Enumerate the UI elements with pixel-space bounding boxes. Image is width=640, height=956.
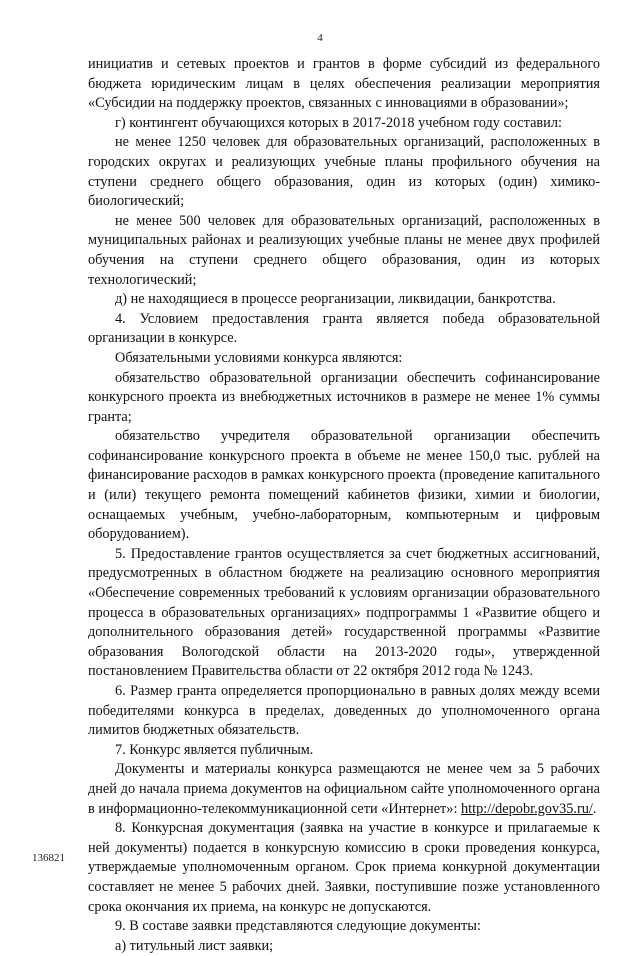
footer-document-code: 136821 <box>32 852 65 864</box>
paragraph-section-5: 5. Предоставление грантов осуществляется за счет бюджетных ассигнований, предусмотренных в областном бюджете на реализацию основного мероприятия «Обеспечение современных требований к условиям организации образовательного процесса в образовательных организациях» подпрограммы 1 «Развитие общего и дополнительного образования детей» государственной программы «Развитие образования Вологодской области на 2013-2020 годы», утвержденной постановлением Правительства области от 22 октября 2012 года № 1243. <box>88 545 600 680</box>
paragraph-section-4: 4. Условием предоставления гранта является победа образовательной организации в конкурсе. <box>88 310 600 347</box>
documents-publication-text: Документы и материалы конкурса размещаются не менее чем за 5 рабочих дней до начала приема документов на официальном сайте уполномоченного органа в информационно-телекоммуникационной сети «Интернет»: <box>88 761 600 817</box>
paragraph-section-7: 7. Конкурс является публичным. <box>115 741 314 758</box>
paragraph-section-6: 6. Размер гранта определяется пропорционально в равных долях между всеми победителями конкурса в пределах, доведенных до уполномоченного органа лимитов бюджетных обязательств. <box>88 683 600 739</box>
paragraph-budget-subsidies: инициатив и сетевых проектов и грантов в форме субсидий из федерального бюджета юридическим лицам в целях обеспечения реализации мероприятия «Субсидии на поддержку проектов, связанных с инновациями в образовании»; <box>88 56 600 112</box>
paragraph-municipal-districts: не менее 500 человек для образовательных организаций, расположенных в муниципальных районах и реализующих учебные планы не менее двух профилей обучения на ступени среднего общего образования, один из которых технологический; <box>88 212 600 288</box>
paragraph-section-9: 9. В составе заявки представляются следующие документы: <box>115 918 481 935</box>
paragraph-section-8: 8. Конкурсная документация (заявка на участие в конкурсе и прилагаемые к ней документы) подается в конкурсную комиссию в сроки проведения конкурса, утверждаемые уполномоченным органом. Срок приема конкурной документации составляет не менее 5 рабочих дней. Заявки, поступившие позже установленного срока окончания их приема, на конкурс не допускаются. <box>88 820 600 915</box>
document-body <box>88 55 600 956</box>
paragraph-documents-publication <box>88 760 600 819</box>
paragraph-item-g-contingent: г) контингент обучающихся которых в 2017-2018 учебном году составил: <box>115 114 562 131</box>
depobr-site-link[interactable]: http://depobr.gov35.ru/ <box>461 800 593 817</box>
documents-publication-end: . <box>592 800 597 817</box>
page-number: 4 <box>317 32 323 44</box>
paragraph-cofinancing-organization: обязательство образовательной организации обеспечить софинансирование конкурсного проекта из внебюджетных источников в размере не менее 1% суммы гранта; <box>88 369 600 425</box>
paragraph-item-a-title-page: а) титульный лист заявки; <box>115 937 274 954</box>
paragraph-cofinancing-founder: обязательство учредителя образовательной организации обеспечить софинансирование конкурсного проекта в объеме не менее 150,0 тыс. рублей на финансирование расходов в рамках конкурсного проекта (проведение капитального и (или) текущего ремонта помещений кабинетов физики, химии и биологии, оснащаемых учебным, учебно-лабораторным, компьютерным и цифровым оборудованием). <box>88 428 600 543</box>
paragraph-mandatory-conditions: Обязательными условиями конкурса являются: <box>115 349 403 366</box>
paragraph-urban-districts: не менее 1250 человек для образовательных организаций, расположенных в городских округах и реализующих учебные планы профильного обучения на ступени среднего общего образования, один из которых (один) химико-биологический; <box>88 134 600 210</box>
paragraph-item-d-reorganization: д) не находящиеся в процессе реорганизации, ликвидации, банкротства. <box>115 291 556 308</box>
